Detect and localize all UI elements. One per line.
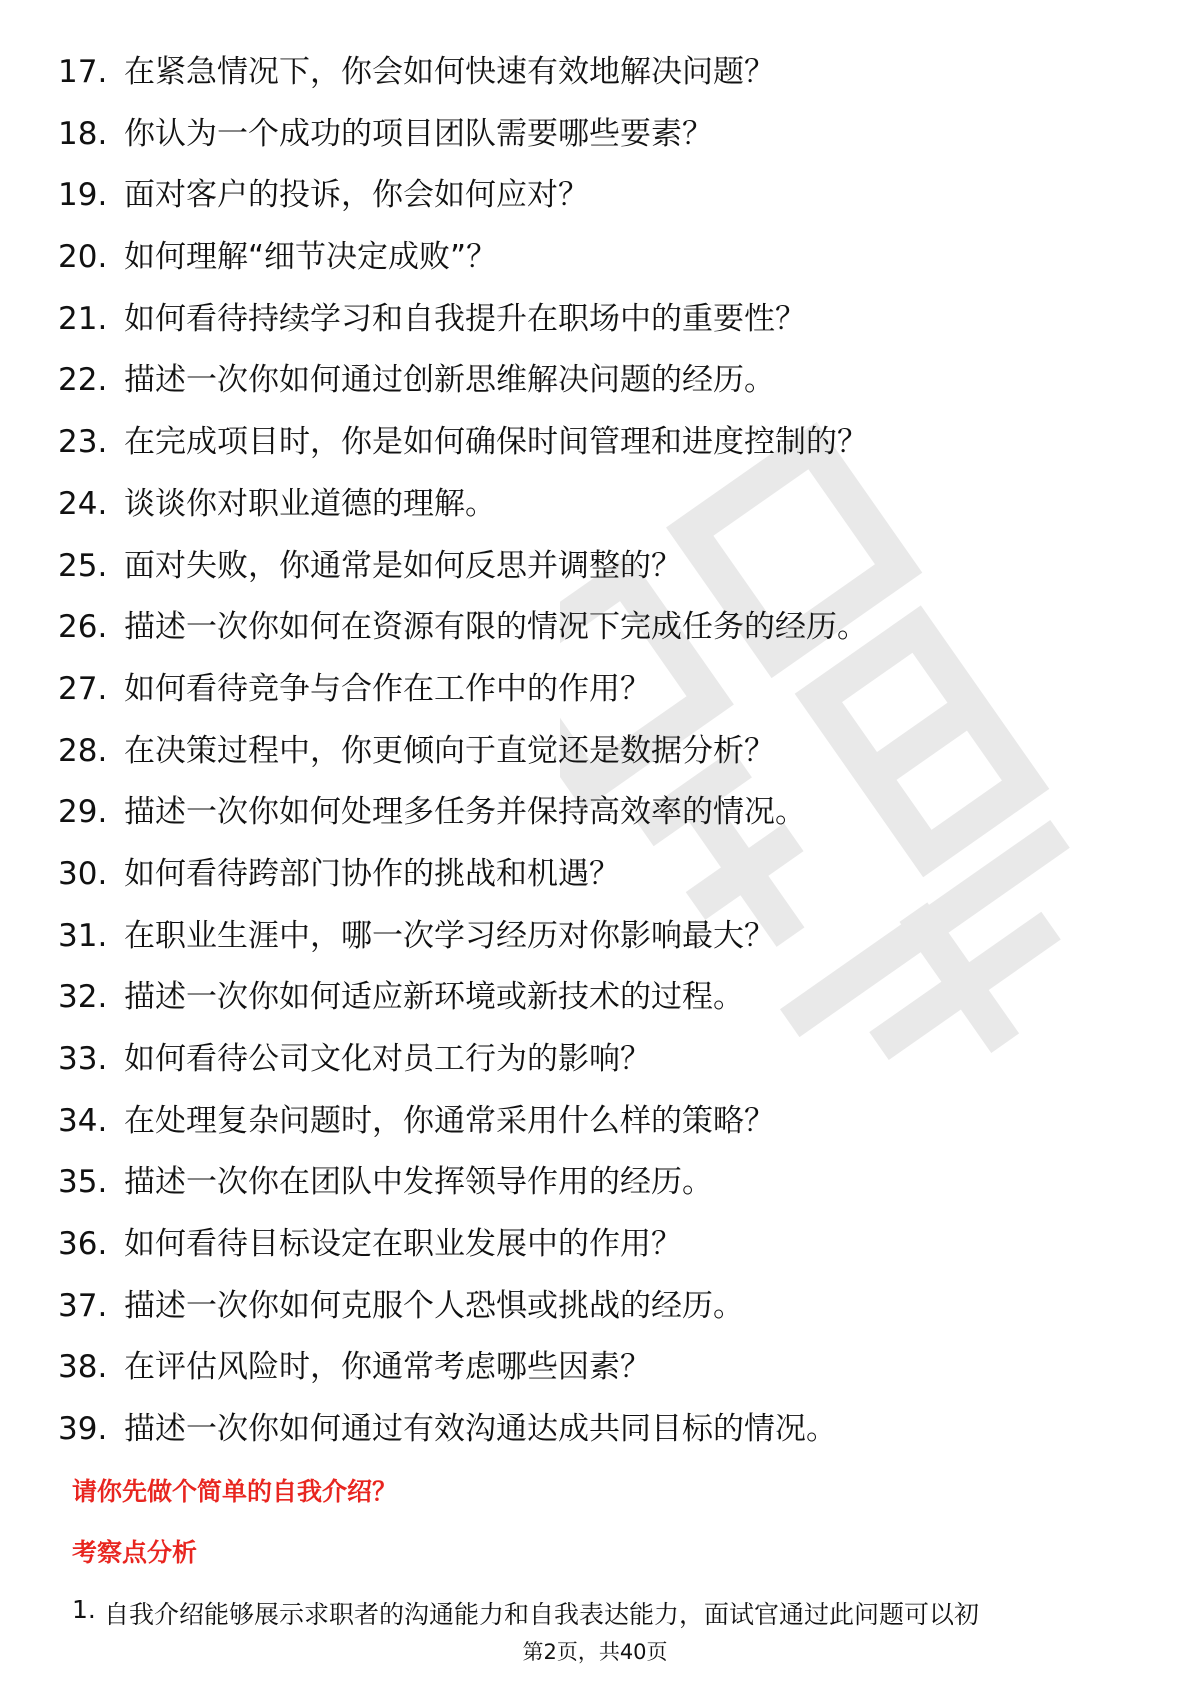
- question-text: 描述一次你如何在资源有限的情况下完成任务的经历。: [124, 609, 868, 646]
- analysis-item: [72, 1595, 1132, 1631]
- question-number: 29.: [58, 794, 108, 831]
- list-item: [58, 48, 1138, 110]
- list-item: [58, 171, 1138, 233]
- list-item: [58, 603, 1138, 665]
- question-text: 在职业生涯中，哪一次学习经历对你影响最大？: [124, 917, 775, 954]
- question-number: 18.: [58, 115, 108, 152]
- question-number: 28.: [58, 732, 108, 769]
- list-item: [58, 1220, 1138, 1282]
- section-heading: 请你先做个简单的自我介绍？: [72, 1477, 398, 1506]
- question-list: [58, 48, 1138, 1467]
- list-item: [58, 912, 1138, 974]
- question-text: 如何看待目标设定在职业发展中的作用？: [124, 1226, 682, 1263]
- question-text: 在紧急情况下，你会如何快速有效地解决问题？: [124, 54, 775, 90]
- list-item: [58, 1405, 1138, 1467]
- list-item: [58, 1097, 1138, 1159]
- list-item: [58, 1035, 1138, 1097]
- question-number: 19.: [58, 177, 108, 214]
- analysis-number: 1.: [72, 1595, 96, 1624]
- question-text: 如何理解“细节决定成败”？: [124, 239, 498, 276]
- question-text: 谈谈你对职业道德的理解。: [124, 485, 496, 522]
- question-number: 24.: [58, 485, 108, 522]
- question-text: 如何看待持续学习和自我提升在职场中的重要性？: [124, 300, 806, 337]
- question-number: 36.: [58, 1226, 108, 1263]
- question-number: 25.: [58, 547, 108, 584]
- question-number: 37.: [58, 1287, 108, 1324]
- question-text: 面对客户的投诉，你会如何应对？: [124, 177, 589, 214]
- question-number: 30.: [58, 855, 108, 892]
- question-text: 如何看待跨部门协作的挑战和机遇？: [124, 855, 620, 892]
- analysis-heading: 考察点分析: [72, 1538, 198, 1567]
- question-number: 26.: [58, 609, 108, 646]
- question-text: 在完成项目时，你是如何确保时间管理和进度控制的？: [124, 424, 868, 461]
- question-text: 描述一次你如何处理多任务并保持高效率的情况。: [124, 794, 806, 831]
- question-number: 20.: [58, 239, 108, 276]
- question-number: 34.: [58, 1102, 108, 1139]
- question-text: 面对失败，你通常是如何反思并调整的？: [124, 547, 682, 584]
- list-item: [58, 418, 1138, 480]
- question-number: 38.: [58, 1349, 108, 1386]
- question-text: 描述一次你在团队中发挥领导作用的经历。: [124, 1164, 713, 1201]
- question-number: 35.: [58, 1164, 108, 1201]
- list-item: [58, 356, 1138, 418]
- question-number: 39.: [58, 1411, 108, 1448]
- list-item: [58, 110, 1138, 172]
- list-item: [58, 727, 1138, 789]
- question-number: 21.: [58, 300, 108, 337]
- list-item: [58, 973, 1138, 1035]
- list-item: [58, 480, 1138, 542]
- question-text: 描述一次你如何克服个人恐惧或挑战的经历。: [124, 1287, 744, 1324]
- list-item: [58, 233, 1138, 295]
- question-number: 23.: [58, 424, 108, 461]
- question-number: 27.: [58, 670, 108, 707]
- list-item: [58, 1158, 1138, 1220]
- page-number: 第2页，共40页: [522, 1640, 668, 1664]
- question-text: 描述一次你如何通过创新思维解决问题的经历。: [124, 362, 775, 399]
- question-text: 你认为一个成功的项目团队需要哪些要素？: [124, 115, 713, 152]
- list-item: [58, 1343, 1138, 1405]
- list-item: [58, 542, 1138, 604]
- analysis-text: 自我介绍能够展示求职者的沟通能力和自我表达能力，面试官通过此问题可以初: [104, 1600, 980, 1629]
- question-number: 31.: [58, 917, 108, 954]
- question-text: 描述一次你如何通过有效沟通达成共同目标的情况。: [124, 1411, 837, 1448]
- question-text: 在评估风险时，你通常考虑哪些因素？: [124, 1349, 651, 1386]
- question-number: 22.: [58, 362, 108, 399]
- question-number: 33.: [58, 1041, 108, 1077]
- question-number: 17.: [58, 54, 108, 90]
- question-text: 如何看待竞争与合作在工作中的作用？: [124, 670, 651, 707]
- question-text: 在处理复杂问题时，你通常采用什么样的策略？: [124, 1102, 775, 1139]
- list-item: [58, 665, 1138, 727]
- list-item: [58, 850, 1138, 912]
- list-item: [58, 1282, 1138, 1344]
- list-item: [58, 788, 1138, 850]
- question-text: 在决策过程中，你更倾向于直觉还是数据分析？: [124, 732, 775, 769]
- question-number: 32.: [58, 979, 108, 1016]
- question-text: 如何看待公司文化对员工行为的影响？: [124, 1041, 651, 1077]
- question-text: 描述一次你如何适应新环境或新技术的过程。: [124, 979, 744, 1016]
- list-item: [58, 295, 1138, 357]
